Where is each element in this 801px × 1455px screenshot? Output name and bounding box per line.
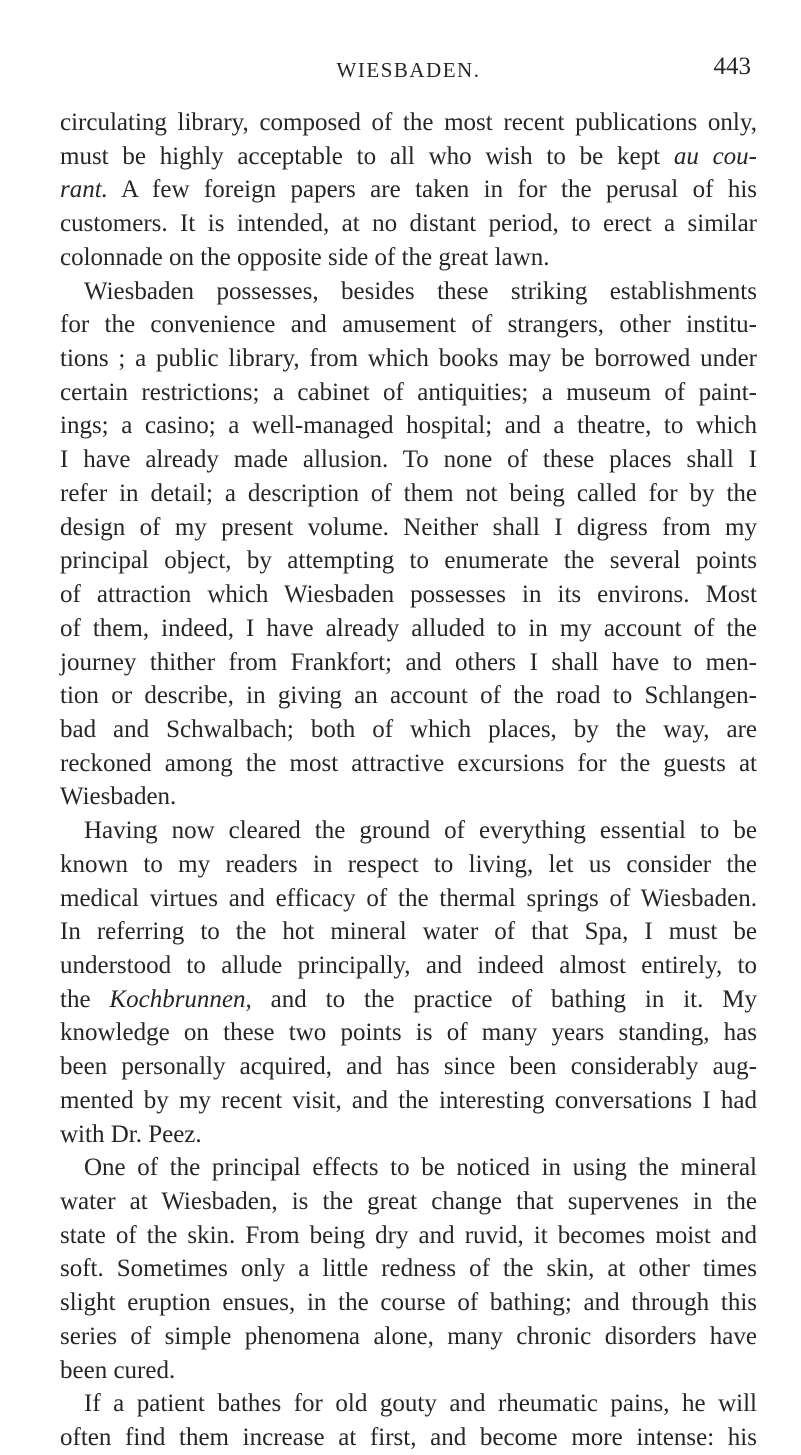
text-line xyxy=(60,1151,757,1185)
text-segment: colonnade on the opposite side of the great lawn. xyxy=(60,243,550,271)
text-segment: for the convenience and amusement of strangers, other institu- xyxy=(60,311,757,339)
text-line xyxy=(60,983,757,1017)
text-line xyxy=(60,915,757,949)
text-segment: tions ; a public library, from which books may be borrowed under xyxy=(60,345,757,373)
text-segment: If a patient bathes for old gouty and rheumatic pains, he will xyxy=(84,1390,757,1418)
text-segment: refer in detail; a description of them not being called for by the xyxy=(60,479,757,507)
text-segment: Having now cleared the ground of everything essential to be xyxy=(84,817,757,845)
text-segment: In referring to the hot mineral water of that Spa, I must be xyxy=(60,918,757,946)
text-line xyxy=(60,308,757,342)
text-segment: with Dr. Peez. xyxy=(60,1120,202,1148)
text-line xyxy=(60,1320,757,1354)
text-line xyxy=(60,342,757,376)
text-segment: A few foreign papers are taken in for the perusal of his xyxy=(107,176,757,204)
text-line xyxy=(60,1286,757,1320)
text-line xyxy=(60,1185,757,1219)
text-line xyxy=(60,1016,757,1050)
text-line xyxy=(60,376,757,410)
text-line xyxy=(60,882,757,916)
text-line xyxy=(60,1084,757,1118)
text-segment: mented by my recent visit, and the interesting conversations I had xyxy=(60,1086,757,1114)
text-line xyxy=(60,1118,757,1152)
text-segment: knowledge on these two points is of many years standing, has xyxy=(60,1019,757,1047)
text-segment: medical virtues and efficacy of the thermal springs of Wiesbaden. xyxy=(60,884,757,912)
text-line xyxy=(60,207,757,241)
text-segment: principal object, by attempting to enumerate the several points xyxy=(60,547,757,575)
text-segment: ings; a casino; a well-managed hospital; and a theatre, to which xyxy=(60,412,757,440)
text-line xyxy=(60,814,757,848)
italic-text: rant. xyxy=(60,176,108,204)
text-line xyxy=(60,173,757,207)
text-line xyxy=(60,409,757,443)
running-title: WIESBADEN. xyxy=(336,58,481,82)
text-segment: soft. Sometimes only a little redness of the skin, at other times xyxy=(60,1255,757,1283)
page-number: 443 xyxy=(713,53,751,80)
text-segment: bad and Schwalbach; both of which places, by the way, are xyxy=(60,715,757,743)
text-line xyxy=(60,511,757,545)
text-segment: known to my readers in respect to living, let us consider the xyxy=(60,850,757,878)
text-segment: been cured. xyxy=(60,1356,176,1384)
italic-text: Kochbrunnen, xyxy=(109,985,252,1013)
text-line xyxy=(60,646,757,680)
text-segment: must be highly acceptable to all who wish to be kept xyxy=(60,142,674,170)
italic-text: au cou- xyxy=(673,142,757,170)
text-segment: I have already made allusion. To none of these places shall I xyxy=(60,446,757,474)
text-segment: Wiesbaden possesses, besides these striking establishments xyxy=(84,277,757,305)
text-segment: of them, indeed, I have already alluded to in my account of the xyxy=(60,614,757,642)
text-line xyxy=(60,275,757,309)
text-segment: One of the principal effects to be noticed in using the mineral xyxy=(84,1154,757,1182)
text-segment: understood to allude principally, and indeed almost entirely, to xyxy=(60,951,757,979)
text-segment: series of simple phenomena alone, many chronic disorders have xyxy=(60,1322,757,1350)
text-segment: circulating library, composed of the most recent publications only, xyxy=(60,109,757,136)
text-line xyxy=(60,241,757,275)
text-line xyxy=(60,443,757,477)
text-line xyxy=(60,1354,757,1388)
text-line xyxy=(60,949,757,983)
text-segment: reckoned among the most attractive excursions for the guests at xyxy=(60,749,757,777)
text-segment: state of the skin. From being dry and ruvid, it becomes moist and xyxy=(60,1221,757,1249)
text-segment: been personally acquired, and has since been considerably aug- xyxy=(60,1053,757,1081)
text-line xyxy=(60,1421,757,1455)
text-line xyxy=(60,679,757,713)
text-line xyxy=(60,578,757,612)
text-line xyxy=(60,713,757,747)
text-line xyxy=(60,544,757,578)
text-segment: tion or describe, in giving an account of the road to Schlangen- xyxy=(60,682,757,710)
text-segment: certain restrictions; a cabinet of antiquities; a museum of paint- xyxy=(60,378,757,406)
text-segment: water at Wiesbaden, is the great change that supervenes in the xyxy=(60,1188,757,1215)
text-line xyxy=(60,747,757,781)
text-line xyxy=(60,1219,757,1253)
text-line xyxy=(60,140,757,174)
text-line xyxy=(60,1252,757,1286)
text-segment: customers. It is intended, at no distant period, to erect a similar xyxy=(60,210,757,238)
text-segment: Wiesbaden. xyxy=(60,783,177,811)
text-line xyxy=(60,106,757,140)
text-line xyxy=(60,1050,757,1084)
text-line xyxy=(60,780,757,814)
text-line xyxy=(60,612,757,646)
text-segment: and to the practice of bathing in it. My xyxy=(251,985,757,1013)
text-line xyxy=(60,1387,757,1421)
text-segment: journey thither from Frankfort; and others I shall have to men- xyxy=(60,648,757,676)
text-line xyxy=(60,477,757,511)
text-line xyxy=(60,848,757,882)
body-text xyxy=(60,106,757,1455)
running-head xyxy=(0,53,801,88)
text-segment: design of my present volume. Neither shall I digress from my xyxy=(60,513,757,541)
text-segment: often find them increase at first, and become more intense: his xyxy=(60,1424,757,1452)
text-segment: slight eruption ensues, in the course of bathing; and through this xyxy=(60,1289,757,1317)
text-segment: of attraction which Wiesbaden possesses in its environs. Most xyxy=(60,581,757,609)
text-segment: the xyxy=(60,985,110,1013)
